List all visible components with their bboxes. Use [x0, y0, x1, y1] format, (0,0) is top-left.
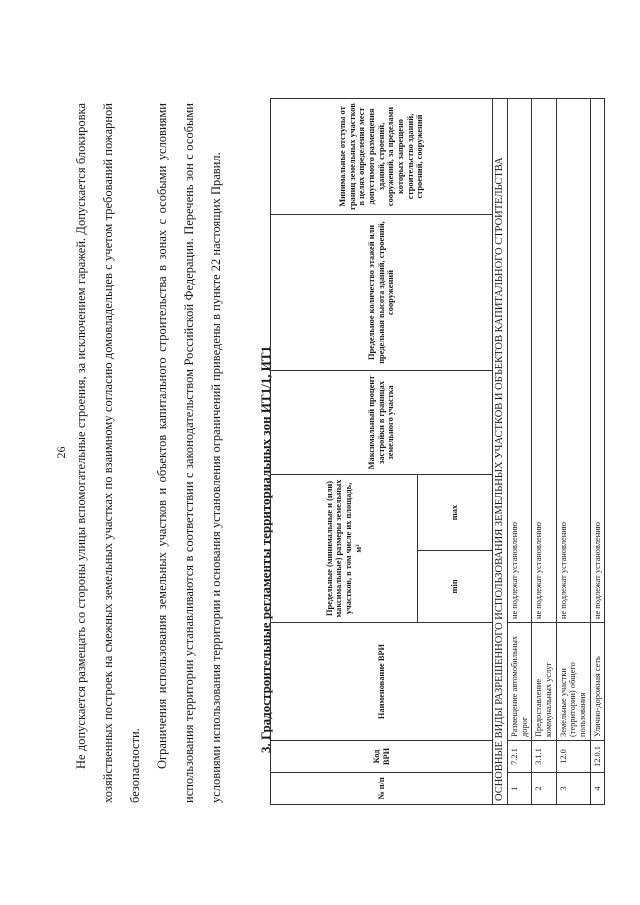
header-area: Предельные (минимальные и (или) максимальные) размеры земельных участков, в том числе их площадь, м² — [271, 475, 418, 623]
regulations-table — [270, 98, 605, 805]
header-area-min: min — [418, 551, 493, 623]
table-row — [508, 99, 532, 805]
row-code: 7.2.1 — [508, 741, 532, 773]
header-coverage: Максимальный процент застройки в границах земельного участка — [271, 371, 493, 475]
row-name: Земельные участки (территории) общего пользования — [556, 623, 590, 741]
header-setback: Минимальные отступы от границ земельных участков в целях определения мест допустимого размещения зданий, строений, сооружений, за пределами которых запрещено строительство зданий, строений, сооружений — [271, 99, 493, 215]
row-num: 4 — [590, 773, 605, 805]
row-note: не подлежат установлению — [532, 99, 556, 623]
page-number: 26 — [54, 446, 68, 459]
body-text — [68, 103, 230, 803]
row-num: 2 — [532, 773, 556, 805]
header-code: Код ВРИ — [271, 741, 493, 773]
section-title: 3. Градостроительные регламенты территориальных зон ИТ1/1, ИТ1 — [258, 346, 273, 753]
table-row — [590, 99, 605, 805]
row-note: не подлежат установлению — [556, 99, 590, 623]
table-row — [532, 99, 556, 805]
row-name: Предоставление коммунальных услуг — [532, 623, 556, 741]
header-floors: Предельное количество этажей или предельная высота зданий, строений, сооружений — [271, 215, 493, 371]
paragraph-garages: Не допускается размещать со стороны улицы вспомогательные строения, за исключением гаражей. Допускается блокировка хозяйственных построек на смежных земельных участках по взаимному согласию домовладельцев с учетом требований пожарной безопасности. — [74, 103, 142, 803]
header-area-max: max — [418, 475, 493, 551]
group-label: ОСНОВНЫЕ ВИДЫ РАЗРЕШЕННОГО ИСПОЛЬЗОВАНИЯ ЗЕМЕЛЬНЫХ УЧАСТКОВ И ОБЪЕКТОВ КАПИТАЛЬНОГО СТРОИТЕЛЬСТВА — [493, 99, 508, 805]
row-num: 3 — [556, 773, 590, 805]
header-num: № п/п — [271, 773, 493, 805]
row-num: 1 — [508, 773, 532, 805]
row-name: Размещение автомобильных дорог — [508, 623, 532, 741]
row-note: не подлежат установлению — [590, 99, 605, 623]
header-name: Наименование ВРИ — [271, 623, 493, 741]
table-row — [556, 99, 590, 805]
paragraph-restrictions: Ограничения использования земельных участков и объектов капитального строительства в зонах с особыми условиями использования территории устанавливаются в соответствии с законодательством Российской Федерации. Перечень зон с особыми условиями использования территории и основания установления ограничений приведены в пункте 22 настоящих Правил. — [155, 103, 223, 803]
row-note: не подлежат установлению — [508, 99, 532, 623]
row-code: 3.1.1 — [532, 741, 556, 773]
row-code: 12.0 — [556, 741, 590, 773]
row-code: 12.0.1 — [590, 741, 605, 773]
row-name: Улично-дорожная сеть — [590, 623, 605, 741]
